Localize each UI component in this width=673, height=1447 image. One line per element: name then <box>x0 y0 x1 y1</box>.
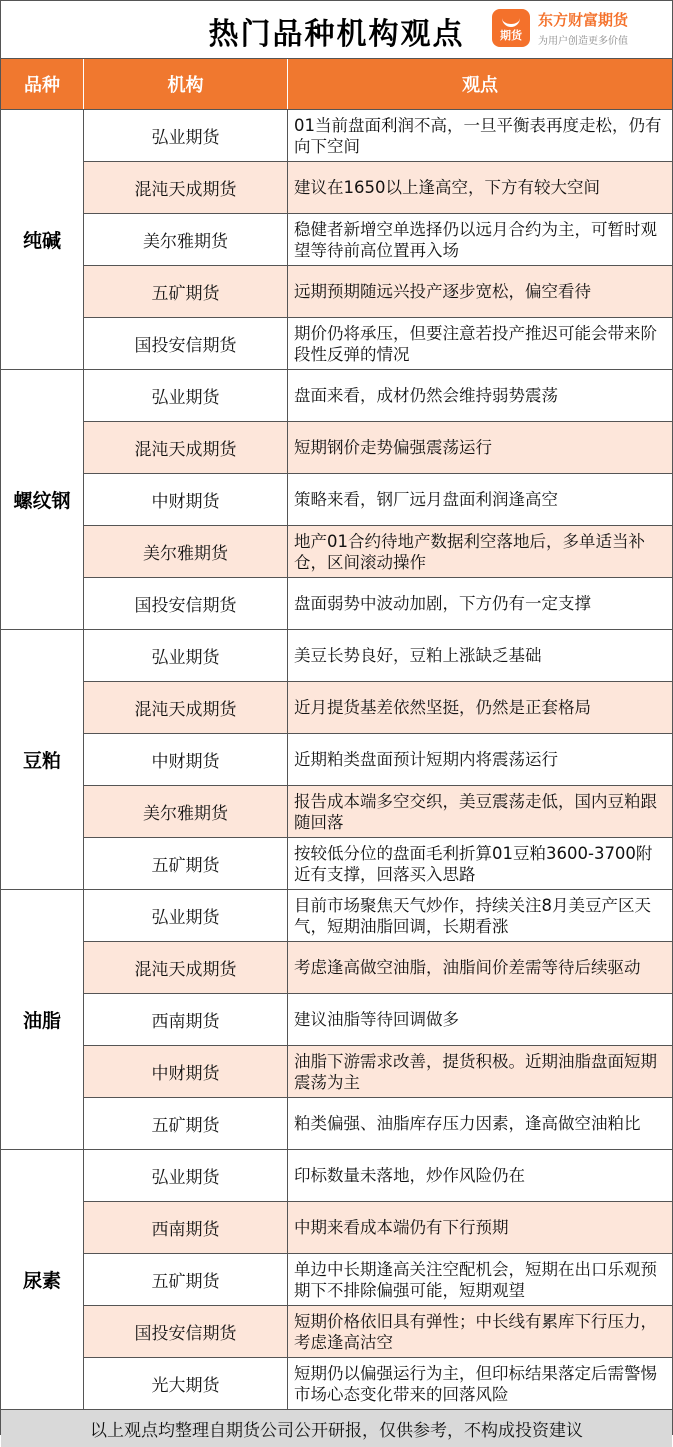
view-cell: 短期价格依旧具有弹性；中长线有累库下行压力，考虑逢高沽空 <box>294 1311 657 1352</box>
commodity-rows <box>84 890 672 1149</box>
view-cell: 地产01合约待地产数据利空落地后，多单适当补仓，区间滚动操作 <box>294 531 645 572</box>
table-row <box>84 370 672 422</box>
view-cell: 目前市场聚焦天气炒作，持续关注8月美豆产区天气，短期油脂回调，长期看涨 <box>294 895 651 936</box>
view-cell: 盘面来看，成材仍然会维持弱势震荡 <box>294 386 558 405</box>
institution-cell: 光大期货 <box>84 1358 288 1409</box>
table-row <box>84 1306 672 1358</box>
page-header <box>1 1 672 59</box>
table-row <box>84 1150 672 1202</box>
institution-cell: 中财期货 <box>84 474 288 525</box>
view-cell: 粕类偏强、油脂库存压力因素，逢高做空油粕比 <box>294 1114 641 1133</box>
institution-cell: 弘业期货 <box>84 110 288 161</box>
commodity-rows <box>84 630 672 889</box>
institution-cell: 五矿期货 <box>84 1098 288 1149</box>
table-row <box>84 474 672 526</box>
commodity-rows <box>84 1150 672 1409</box>
view-cell: 盘面弱势中波动加剧，下方仍有一定支撑 <box>294 594 591 613</box>
view-cell: 01当前盘面利润不高，一旦平衡表再度走松，仍有向下空间 <box>294 115 662 156</box>
view-cell: 短期仍以偏强运行为主，但印标结果落定后需警惕市场心态变化带来的回落风险 <box>294 1363 657 1404</box>
institution-cell: 国投安信期货 <box>84 1306 288 1357</box>
view-cell: 按较低分位的盘面毛利折算01豆粕3600-3700附近有支撑，回落买入思路 <box>294 843 653 884</box>
institution-cell: 中财期货 <box>84 1046 288 1097</box>
table-body <box>1 110 672 1410</box>
view-cell: 单边中长期逢高关注空配机会，短期在出口乐观预期下不排除偏强可能，短期观望 <box>294 1259 657 1300</box>
institution-cell: 五矿期货 <box>84 1254 288 1305</box>
institution-cell: 国投安信期货 <box>84 318 288 369</box>
table-row <box>84 214 672 266</box>
institution-cell: 美尔雅期货 <box>84 786 288 837</box>
view-cell: 近月提货基差依然坚挺，仍然是正套格局 <box>294 698 591 717</box>
table-row <box>84 110 672 162</box>
commodity-group <box>1 1150 672 1410</box>
commodity-label: 尿素 <box>1 1150 84 1409</box>
commodity-group <box>1 370 672 630</box>
table-row <box>84 682 672 734</box>
commodity-rows <box>84 110 672 369</box>
institution-cell: 美尔雅期货 <box>84 214 288 265</box>
table-row <box>84 422 672 474</box>
brand-logo <box>492 7 662 51</box>
institution-cell: 弘业期货 <box>84 370 288 421</box>
view-cell: 近期粕类盘面预计短期内将震荡运行 <box>294 750 558 769</box>
table-row <box>84 526 672 578</box>
commodity-label: 纯碱 <box>1 110 84 369</box>
table-row <box>84 1098 672 1149</box>
column-header-institution: 机构 <box>84 59 288 109</box>
column-header-view: 观点 <box>462 75 498 96</box>
table-row <box>84 838 672 889</box>
institution-cell: 西南期货 <box>84 994 288 1045</box>
institution-cell: 五矿期货 <box>84 266 288 317</box>
institution-cell: 混沌天成期货 <box>84 682 288 733</box>
table-row <box>84 786 672 838</box>
view-cell: 远期预期随远兴投产逐步宽松，偏空看待 <box>294 282 591 301</box>
view-cell: 建议在1650以上逢高空，下方有较大空间 <box>294 178 600 197</box>
commodity-group <box>1 110 672 370</box>
table-row <box>84 578 672 629</box>
table-row <box>84 318 672 369</box>
table-row <box>84 1358 672 1409</box>
table-row <box>84 1046 672 1098</box>
table-row <box>84 994 672 1046</box>
view-cell: 建议油脂等待回调做多 <box>294 1010 459 1029</box>
view-cell: 报告成本端多空交织，美豆震荡走低，国内豆粕跟随回落 <box>294 791 657 832</box>
view-cell: 印标数量未落地，炒作风险仍在 <box>294 1166 525 1185</box>
brand-name: 东方财富期货 <box>538 11 629 29</box>
view-cell: 油脂下游需求改善，提货积极。近期油脂盘面短期震荡为主 <box>294 1051 657 1092</box>
commodity-group <box>1 630 672 890</box>
view-cell: 考虑逢高做空油脂，油脂间价差需等待后续驱动 <box>294 958 641 977</box>
page-title: 热门品种机构观点 <box>208 17 465 52</box>
view-cell: 美豆长势良好，豆粕上涨缺乏基础 <box>294 646 542 665</box>
commodity-label: 豆粕 <box>1 630 84 889</box>
disclaimer-footer: 以上观点均整理自期货公司公开研报，仅供参考，不构成投资建议 <box>1 1410 672 1447</box>
table-row <box>84 734 672 786</box>
table-header <box>1 59 672 110</box>
institution-cell: 五矿期货 <box>84 838 288 889</box>
view-cell: 期价仍将承压，但要注意若投产推迟可能会带来阶段性反弹的情况 <box>294 323 657 364</box>
institution-cell: 中财期货 <box>84 734 288 785</box>
brand-logo-icon-text: 期货 <box>500 29 522 42</box>
commodity-group <box>1 890 672 1150</box>
table-row <box>84 630 672 682</box>
commodity-rows <box>84 370 672 629</box>
institution-cell: 国投安信期货 <box>84 578 288 629</box>
table-row <box>84 1254 672 1306</box>
smile-icon <box>502 15 520 27</box>
table-row <box>84 266 672 318</box>
institution-cell: 混沌天成期货 <box>84 162 288 213</box>
institution-cell: 弘业期货 <box>84 630 288 681</box>
institution-cell: 混沌天成期货 <box>84 422 288 473</box>
view-cell: 短期钢价走势偏强震荡运行 <box>294 438 492 457</box>
commodity-label: 螺纹钢 <box>1 370 84 629</box>
table-row <box>84 942 672 994</box>
institution-cell: 混沌天成期货 <box>84 942 288 993</box>
table-row <box>84 890 672 942</box>
column-header-category: 品种 <box>1 59 84 109</box>
commodity-label: 油脂 <box>1 890 84 1149</box>
brand-slogan: 为用户创造更多价值 <box>538 36 628 47</box>
view-cell: 稳健者新增空单选择仍以远月合约为主，可暂时观望等待前高位置再入场 <box>294 219 657 260</box>
view-cell: 中期来看成本端仍有下行预期 <box>294 1218 509 1237</box>
institution-cell: 弘业期货 <box>84 1150 288 1201</box>
institution-cell: 西南期货 <box>84 1202 288 1253</box>
table-row <box>84 162 672 214</box>
institution-cell: 弘业期货 <box>84 890 288 941</box>
brand-logo-icon <box>492 9 530 47</box>
institution-cell: 美尔雅期货 <box>84 526 288 577</box>
view-cell: 策略来看，钢厂远月盘面利润逢高空 <box>294 490 558 509</box>
table-row <box>84 1202 672 1254</box>
